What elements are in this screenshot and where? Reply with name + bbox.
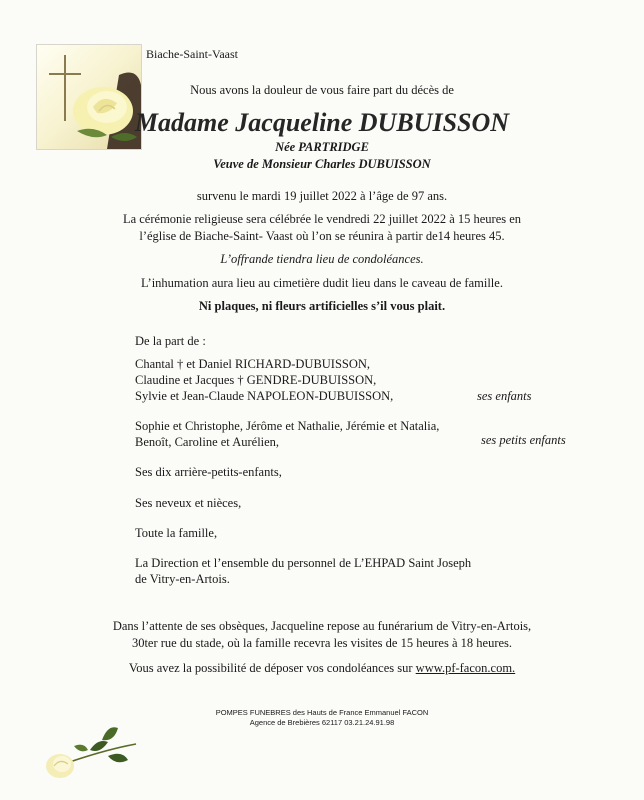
grandchildren-label: ses petits enfants (481, 433, 566, 447)
town-name: Biache-Saint-Vaast (146, 47, 238, 61)
ehpad-line-1: La Direction et l’ensemble du personnel de L’EHPAD Saint Joseph (135, 556, 472, 570)
rose-decoration (44, 720, 144, 782)
children-label: ses enfants (477, 389, 532, 403)
great-grandchildren: Ses dix arrière-petits-enfants, (135, 465, 282, 479)
no-flowers-note: Ni plaques, ni fleurs artificielles s’il vous plait. (198, 299, 446, 313)
all-family: Toute la famille, (135, 526, 218, 540)
announcement-intro: Nous avons la douleur de vous faire part du décès de (190, 83, 454, 97)
funeral-home-info (0, 618, 644, 652)
condolences-text: Vous avez la possibilité de déposer vos condoléances sur (128, 661, 413, 675)
maiden-name: Née PARTRIDGE (275, 140, 369, 154)
family-intro: De la part de : (135, 334, 206, 348)
funeral-line-2: 30ter rue du stade, où la famille recevra les visites de 15 heures à 18 heures. (131, 636, 513, 650)
footer-agency: Agence de Brebières 62117 03.21.24.91.98 (249, 718, 395, 727)
death-date: survenu le mardi 19 juillet 2022 à l’âge de 97 ans. (196, 189, 448, 203)
grandchild-line: Benoît, Caroline et Aurélien, (135, 435, 280, 449)
ceremony-line-1: La cérémonie religieuse sera célébrée le vendredi 22 juillet 2022 à 15 heures en (122, 212, 522, 226)
ceremony-line-2: l’église de Biache-Saint- Vaast où l’on se réunira à partir de14 heures 45. (139, 229, 505, 243)
grandchild-line: Sophie et Christophe, Jérôme et Nathalie, Jérémie et Natalia, (135, 419, 440, 433)
offrande-note: L’offrande tiendra lieu de condoléances. (220, 252, 424, 266)
nephews-nieces: Ses neveux et nièces, (135, 496, 242, 510)
condolences-line (0, 661, 644, 676)
widow-of: Veuve de Monsieur Charles DUBUISSON (213, 157, 431, 171)
funeral-line-1: Dans l’attente de ses obsèques, Jacqueline repose au funérarium de Vitry-en-Artois, (112, 619, 532, 633)
inhumation-note: L’inhumation aura lieu au cimetière dudit lieu dans le caveau de famille. (141, 276, 503, 290)
child-line: Sylvie et Jean-Claude NAPOLEON-DUBUISSON, (135, 389, 394, 403)
deceased-name: Madame Jacqueline DUBUISSON (134, 108, 510, 137)
condolences-link[interactable]: www.pf-facon.com. (415, 661, 516, 675)
footer-company: POMPES FUNEBRES des Hauts de France Emmanuel FACON (215, 708, 429, 717)
child-line: Chantal † et Daniel RICHARD-DUBUISSON, (135, 357, 371, 371)
ehpad-line-2: de Vitry-en-Artois. (135, 572, 230, 586)
rose-icon (44, 720, 144, 782)
child-line: Claudine et Jacques † GENDRE-DUBUISSON, (135, 373, 377, 387)
